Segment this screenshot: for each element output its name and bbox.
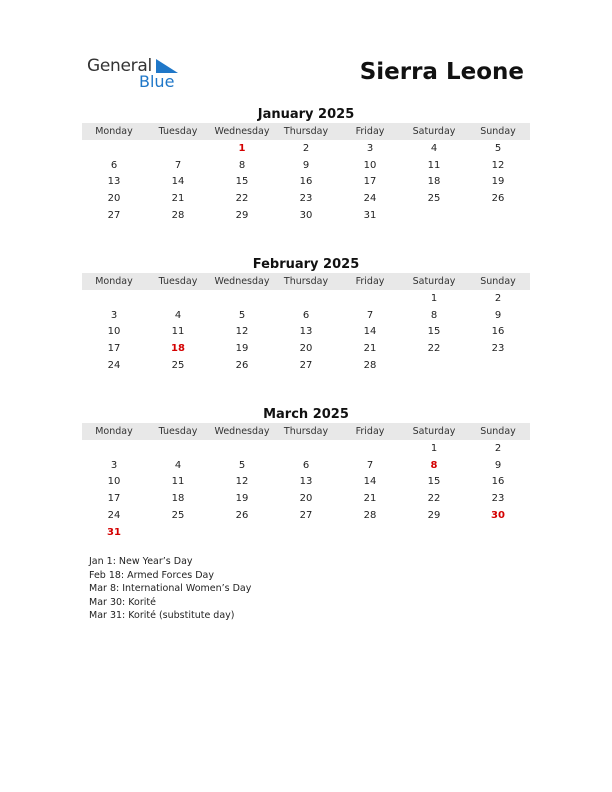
day-cell: 13	[299, 476, 313, 488]
weekday-label: Monday	[95, 276, 133, 287]
holiday-note: Jan 1: New Year’s Day	[89, 556, 193, 567]
day-cell: 9	[494, 459, 502, 471]
week-row	[82, 524, 530, 541]
day-cell: 15	[427, 326, 441, 338]
day-cell: 26	[235, 360, 249, 372]
month-february	[82, 256, 530, 374]
day-cell: 16	[491, 326, 505, 338]
weekday-label: Saturday	[412, 276, 456, 287]
day-cell: 28	[363, 510, 377, 522]
week-row	[82, 340, 530, 357]
day-cell: 14	[171, 176, 185, 188]
day-cell: 17	[107, 493, 121, 505]
week-row	[82, 157, 530, 174]
holiday-day-cell: 18	[171, 343, 185, 355]
holiday-day-cell: 8	[430, 459, 438, 471]
day-cell: 24	[107, 510, 121, 522]
day-cell: 9	[494, 309, 502, 321]
logo-blue-text: Blue	[139, 72, 175, 91]
day-cell: 3	[110, 309, 118, 321]
day-cell: 18	[427, 176, 441, 188]
day-cell: 1	[430, 442, 438, 454]
day-cell: 8	[238, 159, 246, 171]
weekday-label: Friday	[355, 276, 385, 287]
weekday-label: Wednesday	[214, 426, 270, 437]
week-row	[82, 290, 530, 307]
day-cell: 7	[366, 459, 374, 471]
weekday-label: Tuesday	[158, 276, 198, 287]
weekday-label: Tuesday	[158, 126, 198, 137]
weekday-label: Tuesday	[158, 426, 198, 437]
day-cell: 25	[171, 510, 185, 522]
day-cell: 5	[494, 142, 502, 154]
day-cell: 7	[174, 159, 182, 171]
day-cell: 18	[171, 493, 185, 505]
weekday-header-row	[82, 123, 530, 140]
day-cell: 19	[235, 343, 249, 355]
day-cell: 1	[430, 292, 438, 304]
day-cell: 10	[107, 326, 121, 338]
week-row	[82, 457, 530, 474]
day-cell: 20	[107, 193, 121, 205]
day-cell: 21	[363, 493, 377, 505]
day-cell: 16	[299, 176, 313, 188]
weekday-label: Friday	[355, 426, 385, 437]
month-title: February 2025	[252, 257, 360, 272]
day-cell: 12	[235, 326, 249, 338]
day-cell: 15	[427, 476, 441, 488]
day-cell: 4	[174, 309, 182, 321]
weekday-label: Friday	[355, 126, 385, 137]
day-cell: 25	[427, 193, 441, 205]
day-cell: 16	[491, 476, 505, 488]
day-cell: 6	[302, 309, 310, 321]
day-cell: 30	[299, 210, 313, 222]
day-cell: 11	[171, 476, 185, 488]
day-cell: 4	[430, 142, 438, 154]
month-title: January 2025	[257, 107, 355, 122]
day-cell: 12	[235, 476, 249, 488]
holiday-note: Mar 8: International Women’s Day	[89, 583, 252, 594]
day-cell: 10	[107, 476, 121, 488]
day-cell: 17	[107, 343, 121, 355]
day-cell: 28	[171, 210, 185, 222]
week-row	[82, 207, 530, 224]
weekday-label: Thursday	[283, 126, 329, 137]
holiday-day-cell: 30	[491, 510, 505, 522]
weekday-label: Saturday	[412, 426, 456, 437]
logo-triangle-icon	[156, 59, 178, 73]
weekday-header-row	[82, 423, 530, 440]
week-row	[82, 440, 530, 457]
holiday-note: Mar 30: Korité	[89, 596, 156, 608]
day-cell: 17	[363, 176, 377, 188]
day-cell: 11	[171, 326, 185, 338]
general-blue-logo	[87, 56, 187, 92]
day-cell: 22	[235, 193, 249, 205]
day-cell: 31	[363, 210, 377, 222]
day-cell: 23	[491, 493, 505, 505]
day-cell: 23	[491, 343, 505, 355]
day-cell: 25	[171, 360, 185, 372]
weekday-label: Wednesday	[214, 276, 270, 287]
weekday-label: Thursday	[283, 276, 329, 287]
day-cell: 27	[107, 210, 121, 222]
day-cell: 2	[494, 442, 502, 454]
day-cell: 13	[107, 176, 121, 188]
day-cell: 15	[235, 176, 249, 188]
day-cell: 10	[363, 159, 377, 171]
week-row	[82, 324, 530, 341]
day-cell: 2	[494, 292, 502, 304]
weekday-label: Monday	[95, 426, 133, 437]
day-cell: 21	[363, 343, 377, 355]
day-cell: 29	[235, 210, 249, 222]
day-cell: 12	[491, 159, 505, 171]
day-cell: 22	[427, 493, 441, 505]
holiday-day-cell: 1	[238, 142, 246, 154]
logo-general-text: General	[87, 56, 152, 76]
day-cell: 21	[171, 193, 185, 205]
day-cell: 5	[238, 459, 246, 471]
day-cell: 11	[427, 159, 441, 171]
day-cell: 8	[430, 309, 438, 321]
weekday-label: Thursday	[283, 426, 329, 437]
day-cell: 26	[235, 510, 249, 522]
weekday-label: Sunday	[480, 276, 516, 287]
holiday-note: Feb 18: Armed Forces Day	[89, 569, 214, 581]
country-title: Sierra Leone	[359, 59, 524, 85]
holiday-day-cell: 31	[107, 526, 121, 538]
weekday-label: Sunday	[480, 426, 516, 437]
holiday-note: Mar 31: Korité (substitute day)	[89, 610, 235, 621]
day-cell: 24	[107, 360, 121, 372]
day-cell: 27	[299, 510, 313, 522]
day-cell: 6	[302, 459, 310, 471]
day-cell: 3	[110, 459, 118, 471]
day-cell: 3	[366, 142, 374, 154]
day-cell: 4	[174, 459, 182, 471]
weekday-label: Monday	[95, 126, 133, 137]
day-cell: 19	[491, 176, 505, 188]
week-row	[82, 190, 530, 207]
weekday-label: Sunday	[480, 126, 516, 137]
week-row	[82, 307, 530, 324]
weekday-label: Wednesday	[214, 126, 270, 137]
week-row	[82, 507, 530, 524]
week-row	[82, 474, 530, 491]
day-cell: 9	[302, 159, 310, 171]
day-cell: 27	[299, 360, 313, 372]
day-cell: 20	[299, 493, 313, 505]
day-cell: 19	[235, 493, 249, 505]
day-cell: 6	[110, 159, 118, 171]
day-cell: 14	[363, 326, 377, 338]
month-march	[82, 406, 530, 541]
month-title: March 2025	[263, 407, 349, 422]
day-cell: 7	[366, 309, 374, 321]
weekday-label: Saturday	[412, 126, 456, 137]
day-cell: 23	[299, 193, 313, 205]
day-cell: 13	[299, 326, 313, 338]
day-cell: 28	[363, 360, 377, 372]
day-cell: 14	[363, 476, 377, 488]
day-cell: 22	[427, 343, 441, 355]
day-cell: 20	[299, 343, 313, 355]
day-cell: 24	[363, 193, 377, 205]
weekday-header-row	[82, 273, 530, 290]
day-cell: 29	[427, 510, 441, 522]
day-cell: 26	[491, 193, 505, 205]
month-january	[82, 106, 530, 224]
holiday-notes	[89, 555, 251, 623]
week-row	[82, 140, 530, 157]
day-cell: 5	[238, 309, 246, 321]
day-cell: 2	[302, 142, 310, 154]
week-row	[82, 357, 530, 374]
week-row	[82, 490, 530, 507]
week-row	[82, 174, 530, 191]
